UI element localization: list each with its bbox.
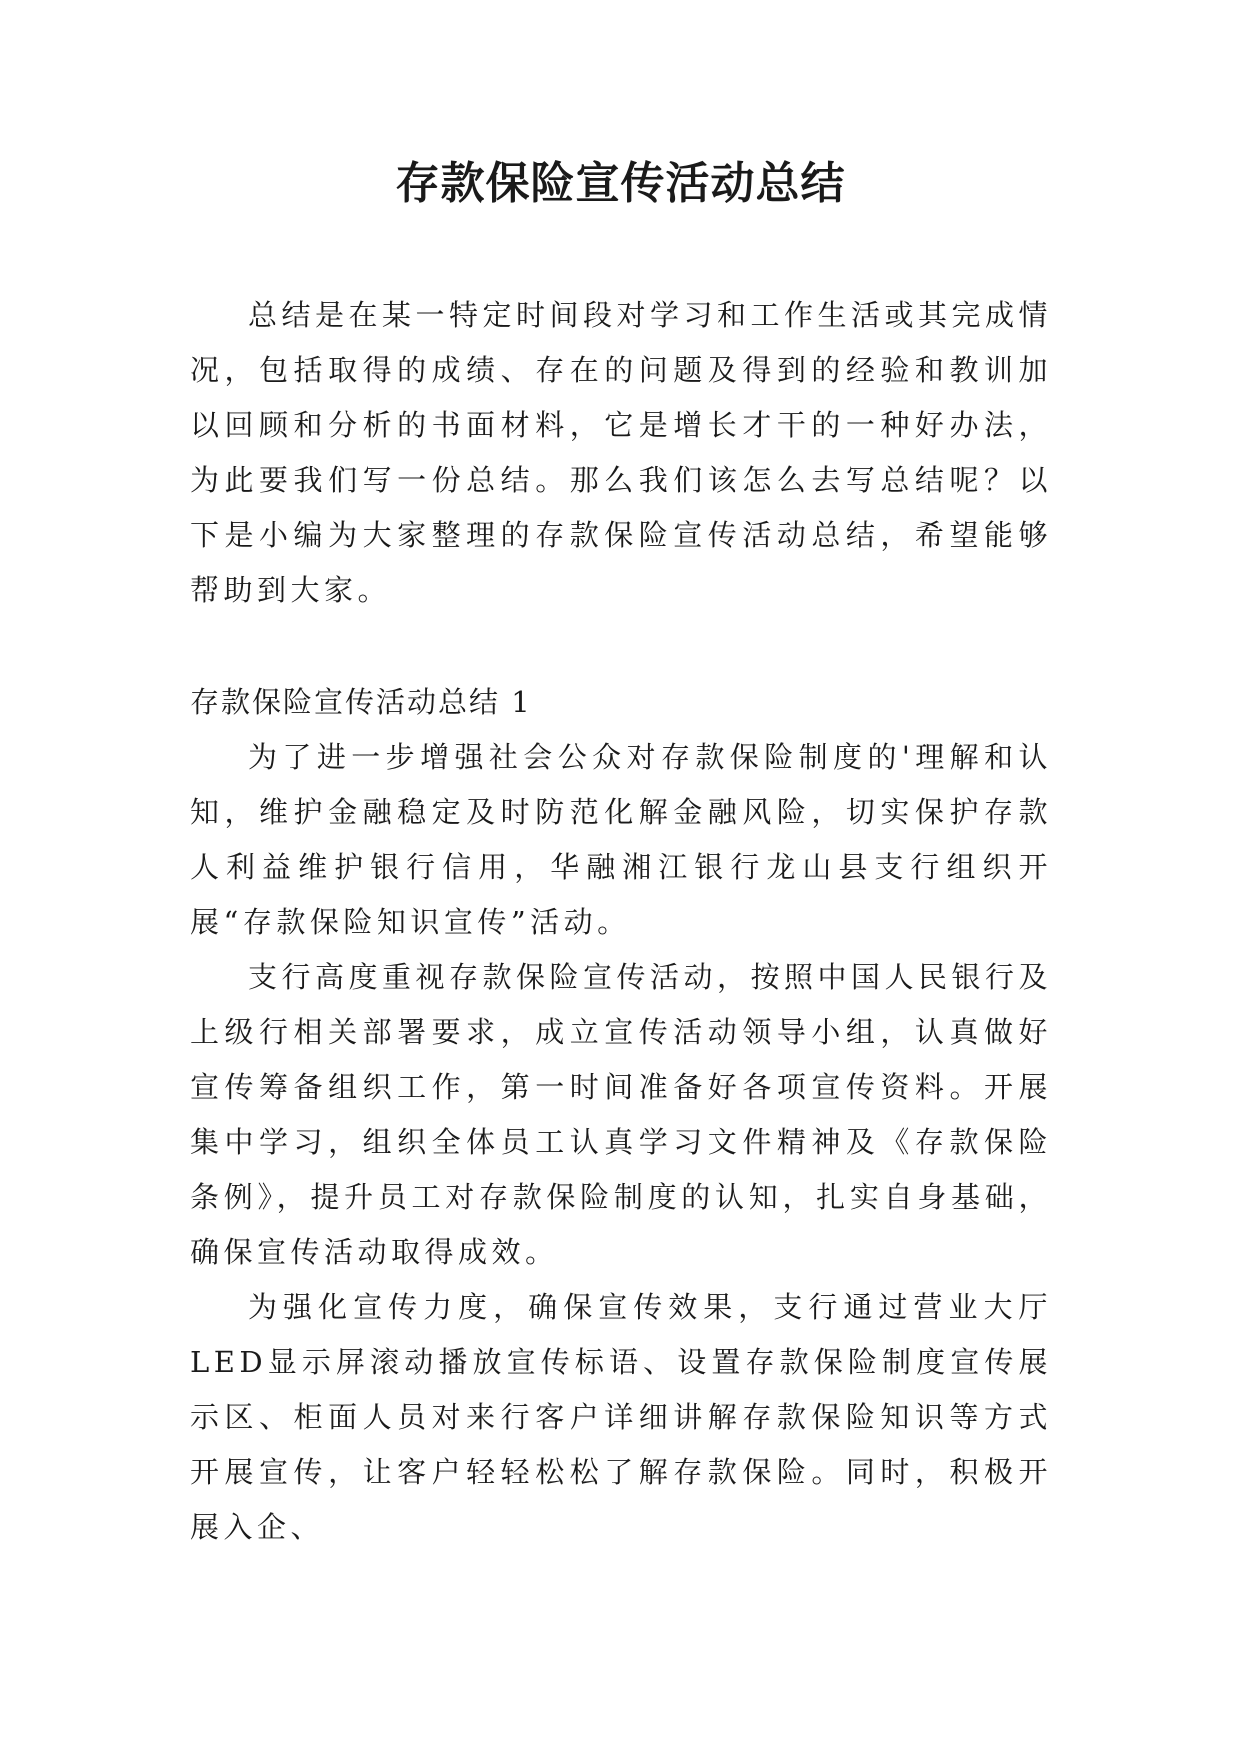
intro-paragraph: 总结是在某一特定时间段对学习和工作生活或其完成情况，包括取得的成绩、存在的问题及得到的经验和教训加以回顾和分析的书面材料，它是增长才干的一种好办法，为此要我们写一份总结。那么我们该怎么去写总结呢？以下是小编为大家整理的存款保险宣传活动总结，希望能够帮助到大家。 bbox=[190, 298, 1053, 607]
body-paragraph-1: 为了进一步增强社会公众对存款保险制度的'理解和认知，维护金融稳定及时防范化解金融风险，切实保护存款人利益维护银行信用，华融湘江银行龙山县支行组织开展“存款保险知识宣传”活动。 bbox=[190, 740, 1052, 939]
body-paragraph-3: 为强化宣传力度，确保宣传效果，支行通过营业大厅LED显示屏滚动播放宣传标语、设置存款保险制度宣传展示区、柜面人员对来行客户详细讲解存款保险知识等方式开展宣传，让客户轻轻松松了解存款保险。同时，积极开展入企、 bbox=[190, 1290, 1052, 1544]
section-heading: 存款保险宣传活动总结 1 bbox=[190, 685, 532, 719]
document-body bbox=[190, 288, 1052, 1555]
document-title: 存款保险宣传活动总结 bbox=[395, 158, 846, 209]
body-paragraph-2: 支行高度重视存款保险宣传活动，按照中国人民银行及上级行相关部署要求，成立宣传活动领导小组，认真做好宣传筹备组织工作，第一时间准备好各项宣传资料。开展集中学习，组织全体员工认真学习文件精神及《存款保险条例》，提升员工对存款保险制度的认知，扎实自身基础，确保宣传活动取得成效。 bbox=[190, 960, 1053, 1269]
